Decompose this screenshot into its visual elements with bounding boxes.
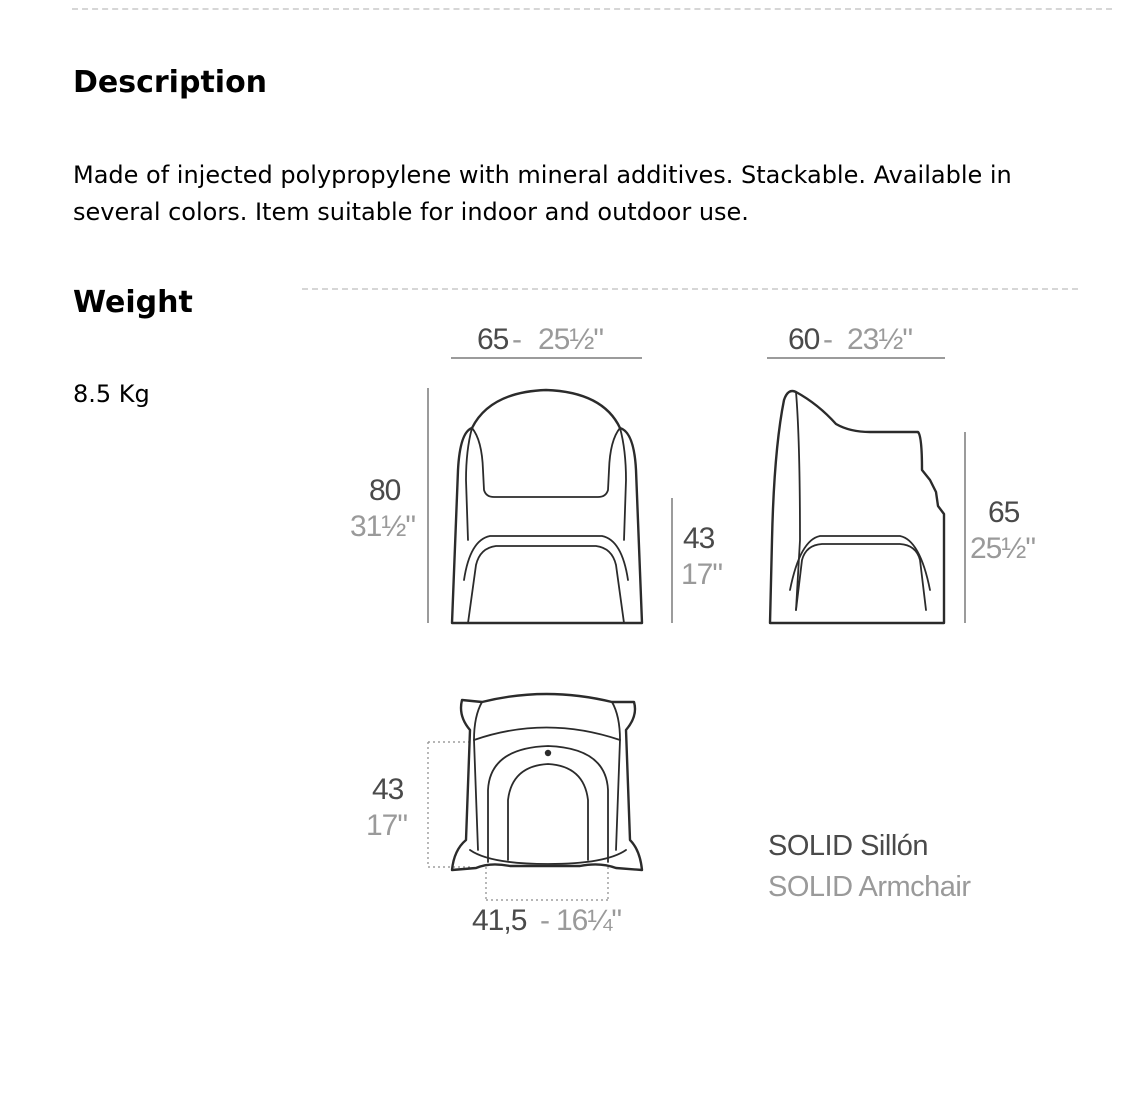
front-width-metric: 65 <box>477 323 509 356</box>
description-heading: Description <box>73 65 268 100</box>
arm-height-imperial: 25½" <box>970 532 1036 565</box>
side-depth-metric: 60 <box>788 323 820 356</box>
seat-height-imperial: 17" <box>681 558 723 591</box>
drain-hole-marker <box>545 750 551 756</box>
product-name-spanish: SOLID Sillón <box>768 830 929 862</box>
side-view-drawing <box>767 323 1035 623</box>
weight-heading: Weight <box>73 285 193 320</box>
weight-value: 8.5 Kg <box>73 380 150 408</box>
front-view-drawing <box>350 323 722 623</box>
product-name-english: SOLID Armchair <box>768 871 971 903</box>
front-width-separator: - <box>512 323 521 356</box>
top-view-drawing <box>366 694 642 937</box>
total-height-metric: 80 <box>369 474 401 507</box>
seat-width-imperial: 16¼" <box>556 904 622 937</box>
description-text: Made of injected polypropylene with mineral additives. Stackable. Available in several colors. Item suitable for indoor and outdoor use. <box>73 161 1012 226</box>
total-height-imperial: 31½" <box>350 510 416 543</box>
seat-depth-metric: 43 <box>372 773 404 806</box>
arm-height-metric: 65 <box>988 496 1020 529</box>
side-depth-separator: - <box>823 323 832 356</box>
seat-width-metric: 41,5 <box>472 904 527 937</box>
seat-height-metric: 43 <box>683 522 715 555</box>
side-depth-imperial: 23½" <box>847 323 913 356</box>
seat-depth-imperial: 17" <box>366 809 408 842</box>
front-width-imperial: 25½" <box>538 323 604 356</box>
seat-width-separator: - <box>540 904 549 937</box>
